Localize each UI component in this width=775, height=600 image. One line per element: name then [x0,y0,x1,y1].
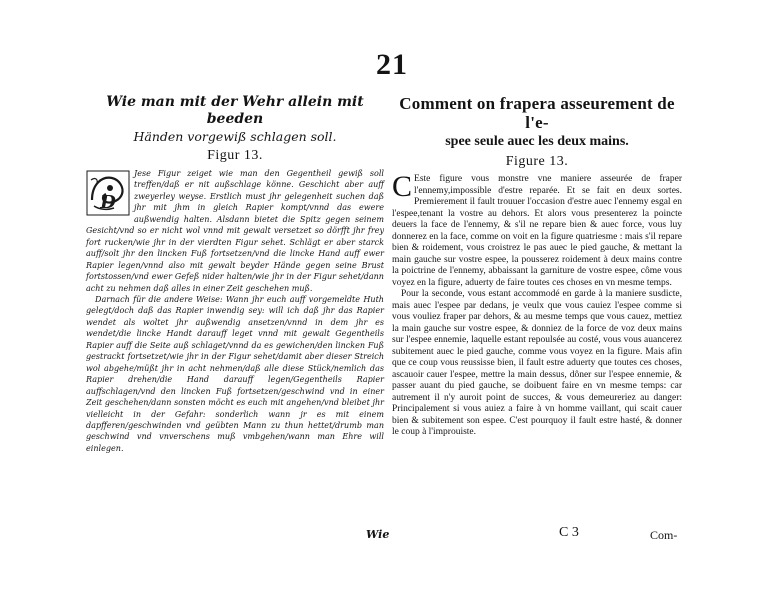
german-figure-label: Figur 13. [207,148,263,163]
french-title [392,94,682,151]
german-title-line2: Händen vorgewiß schlagen soll. [133,129,337,144]
french-body [392,170,682,439]
french-title-line2: spee seule auec les deux mains. [445,134,629,149]
page-number: 21 [376,48,408,81]
french-title-line1: Comment on frapera asseurement de l'e- [399,94,675,132]
signature-mark: C 3 [559,525,579,540]
french-paragraph-1: Este figure vous monstre vne maniere asseurée de fraper l'ennemy,impossible d'estre reparée. Et se fait en deux sortes. Premierement il fault trouuer l'occasion d'estre auec l'ennemy esgal en l'espee,tenant la vostre au dehors. Et alors vous presenterez la poincte deuers la face de l'ennemy, & s'il ne repare bien & auec force, vous luy donnerez en la face, comme on voit en la figure quatriesme : mais s'il repare bien & roidement, vous croistrez le pas auec le pied gauche, & mettant la main gauche sur vostre espee, la pousserez roidement à deux mains contre la poictrine de l'ennemy, abbaissant la garniture de vostre espee, côme vous voyez en la figure, aduerty de faire toutes ces choses en vn mesme temps. [392,174,682,288]
ornamental-initial-d [86,170,130,216]
french-column [392,94,682,439]
french-paragraph-2: Pour la seconde, vous estant accommodé en garde à la maniere susdicte, mais auec l'espee par dedans, je veulx que vous cauiez l'espee comme si vous vouliez fraper par dehors, & au mesme temps que vous cauez, mettiez la main gauche sur vostre espee, & donniez de la force de voz deux mains sur l'espee ennemie, laquelle estant repoulsée au costé, vous vous auancerez subitement auec le pied gauche, comme vous voyez en la figure. Mais afin que ce coup vous reussisse bien, il fault estre aduerty que toutes ces choses, ascauoir cauer l'espee, mettre la main dessus, dôner sur l'espee ennemie, & passer auant du pied gauche, se doibuent faire en vn mesme temps: car autrement il n'y auroit point de succes, & vous demeureriez au danger: Principalement si vous auiez a faire à vn homme vaillant, qui scait cauer bien & subitement son espee. C'est pourquoy il fault estre hasté, & donner le coup à l'improuiste. [392,289,682,437]
french-figure-label: Figure 13. [505,154,569,169]
dropcap-letter-fr: C [392,170,413,203]
german-title-line1: Wie man mit der Wehr allein mit beeden [106,94,364,127]
german-column [86,94,384,454]
german-title [86,94,384,145]
german-catchword: Wie [366,528,390,541]
french-catchword: Com- [650,528,678,542]
dropcap-letter-de: D [100,192,116,213]
german-paragraph-1: Jese Figur zeiget wie man den Gegentheil gewiß soll treffen/daß er nit außschlage könne. Geschicht aber auff zweyerley weyse. Erstlich must jhr gelegenheit suchen daß jhr mit jhm in gleich Rapier kompt/vnnd das ewere außwendig halten. Alsdann bietet die Spitz gegen seinem Gesicht/vnd so er nicht wol vnnd mit gewalt versetzet so dörfft jhr frey fort rucken/wie jhr in der vierdten Figur sehet. Schlägt er aber starck auff/solt jhr den lincken Fuß fortsetzen/vnd die lincke Hand auff ewer Rapier legen/vnnd also mit gewalt beyder Hände gegen seine Brust fortstossen/vnd ewer Gefeß nider halten/wie jhr in der Figur sehet/dann acht zu nehmen daß alles in einer Zeit geschehen muß. [86,169,384,293]
german-body [86,168,384,454]
german-paragraph-2: Darnach für die andere Weise: Wann jhr euch auff vorgemeldte Huth gelegt/doch daß das Rapier inwendig sey: will ich daß jhr das Rapier wendet als woltet jhr außwendig ansetzen/vnnd in dem jhr es wendet/die lincke Handt darauff leget vnnd mit gewalt Gegentheils Rapier auff die Seite auß schlaget/vnnd da es gewichen/den lincken Fuß gestrackt fortsetzet/wie jhr in der Figur sehet/damit aber dieser Streich wol abgehe/müßt jhr in acht nehmen/daß alle diese Stück/nemlich das Rapier drehen/die Hand darauff legen/Gegentheils Rapier auffschlagen/vnd den lincken Fuß fortsetzen/geschwind vnd in einer Zeit geschehen/dann sonsten möcht es euch mit angehen/vnd bleibet jhr vielleicht in der Gefahr: sonderlich wann jr es mit einem dapfferen/geschwinden vnd geübten Mann zu thun hettet/drumb man geschwind vnd vnverschens muß vmbgehen/wann man Ehre will einlegen. [86,294,384,453]
